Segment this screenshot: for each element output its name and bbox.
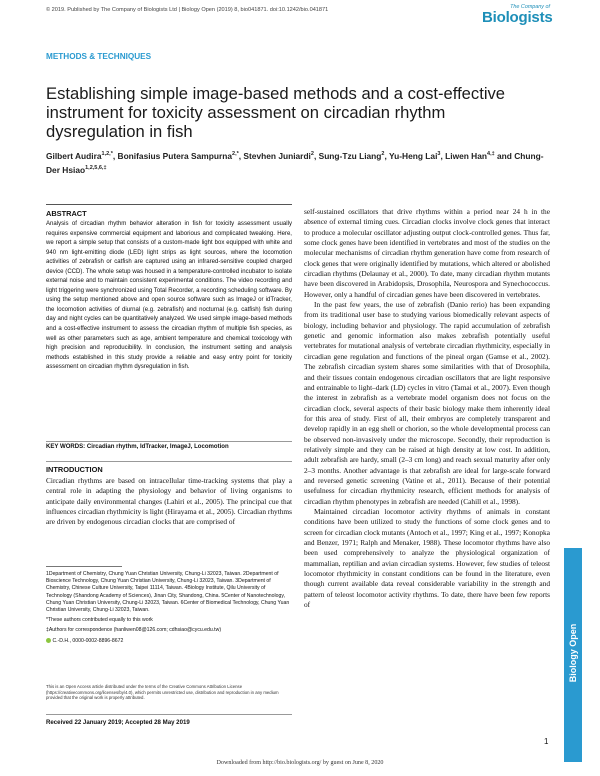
author-name: Stevhen Juniardi$^2$ (243, 150, 314, 161)
abstract-divider (46, 204, 292, 205)
paragraph: self-sustained oscillators that drive rhythms within a period near 24 h in the absence of external timing cues. Circadian clocks involve clock genes that interact to produce a molecular oscillator adjusting output clock-controlled genes. Thus far, some clock genes have been identified in vertebrates and most of the studies on the molecular mechanisms of circadian rhythm generation have come from research of clock genes that were originally identified by mutations, which altered or abolished circadian rhythms (Delaunay et al., 2000). To date, many circadian rhythm mutants have been discovered in Arabidopsis, Drosophila, Neurospora and Synechococcus. However, only a handful of circadian genes have been discovered in vertebrates. (304, 207, 550, 299)
author-name: Bonifasius Putera Sampurna$^{2,*}$ (117, 150, 239, 161)
section-label: METHODS & TECHNIQUES (46, 52, 152, 61)
keywords-divider (46, 441, 292, 442)
orcid-line[interactable] (46, 638, 292, 645)
affiliations: 1Department of Chemistry, Chung Yuan Christian University, Chung-Li 32023, Taiwan. 2Department of Bioscience Technology, Chung Yuan Christian University, Chung-Li 32023, Taiwan. 3Department of Chemistry, Chinese Culture University, Taipei 11114, Taiwan. 4Biology Institute, Qilu University of Technology (Shandong Academy of Sciences), Jinan City, Shandong, China. 5Center of Nanotechnology, Chung Yuan Christian University, Chung-Li 32023, Taiwan. 6Center of Biomedical Technology, Chung Yuan Christian University, Chung-Li 32023, Taiwan. (46, 571, 290, 614)
author-affiliation-marker: 2,* (232, 151, 239, 157)
author-affiliation-marker: 1,2,5,6,‡ (85, 164, 107, 171)
author-affiliation-marker: 2 (310, 151, 314, 157)
author-name: Liwen Han$^{4,\ddagger}$ (445, 150, 495, 161)
author-affiliation-marker: 3 (437, 151, 441, 157)
correspondence-note[interactable]: ‡Authors for correspondence (hanliwen08@126.com; cdhsiao@cycu.edu.tw) (46, 627, 222, 634)
abstract-text: Analysis of circadian rhythm behavior alteration in fish for toxicity assessment usually requires expensive commercial equipment and laborious and complicated tweaking. Here, we report a simple setup that consists of a custom-made light box equipped with white and 940 nm light-emitting diode (LED) light strips as light sources, where the locomotion activities of zebrafish or catfish are captured using an infrared-sensitive coupled charged device (CCD). The whole setup was housed in a temperature-controlled incubator to isolate external noise and to maintain consistent experimental conditions. The video recording and light triggering were synchronized using Total Recorder, a recording scheduling software. By using the setup mentioned above and open source software such as ImageJ or idTracker, the locomotion activities of diurnal (e.g. zebrafish) and nocturnal (e.g. catfish) fish during day and night cycles can be quantitatively analyzed. We used simple image-based methods and a cost-effective instrument to assess the circadian rhythm of multiple fish species, as well as other parameters such as age, ambient temperature and chemical toxicology with high precision and reproducibility. In conclusion, the instrument setting and analysis methods established in this study provide a reliable and easy entry point for toxicity assessment on circadian rhythm dysregulation in fish. (46, 221, 292, 371)
page-number: 1 (544, 737, 549, 746)
author-name: Yu-Heng Lai$^3$ (389, 150, 441, 161)
logo-main-text: Biologists (482, 9, 553, 26)
equal-contribution-note: *These authors contributed equally to this work (46, 617, 153, 624)
author-name: Gilbert Audira$^{1,2,*}$ (46, 150, 113, 161)
keywords-label: KEY WORDS: (46, 444, 86, 450)
received-dates: Received 22 January 2019; Accepted 28 May 2019 (46, 714, 292, 726)
author-affiliation-marker: 4,‡ (487, 151, 495, 157)
keywords (46, 444, 292, 450)
intro-divider (46, 461, 292, 462)
download-notice[interactable]: Downloaded from http://bio.biologists.org/ by guest on June 8, 2020 (216, 760, 384, 766)
right-column-text (304, 207, 550, 610)
article-title: Establishing simple image-based methods and a cost-effective instrument for toxicity assessment on circadian rhythm dysregulation in fish (46, 84, 506, 141)
logo-top-text: The Company of (510, 4, 550, 10)
license-note: This is an Open Access article distributed under the terms of the Creative Commons Attribution License (https://creativecommons.org/licenses/by/4.0), which permits unrestricted use, distribution and reproduction in any medium provided that the original work is properly attributed. (46, 684, 279, 701)
author-list: Gilbert Audira$^{1,2,*}$, Bonifasius Putera Sampurna$^{2,*}$, Stevhen Juniardi$^2$, Sung-Tzu Liang$^2$, Yu-Heng Lai$^3$, Liwen Han$^{4,\ddagger}$ and Chung-Der Hsiao$^{1,2,5,6,\ddagger}$ (46, 150, 544, 175)
keywords-text: Circadian rhythm, IdTracker, ImageJ, Locomotion (86, 444, 229, 450)
paragraph: In the past few years, the use of zebrafish (Danio rerio) has been expanding from its traditional user base to studying various biomedically relevant aspects of biology, including behavior and physiology. The rapid accumulation of zebrafish genetic and genomic information also makes zebrafish potentially useful vertebrates for mutational analysis of vertebrate circadian rhythmicity, especially in circadian gene regulation and functions of the pineal organ (Gamse et al., 2002). The zebrafish circadian system shares some similarities with that of Drosophila, and their tissues contain endogenous circadian oscillators that are light responsive and entrainable to light–dark (LD) cycles in vitro (Tamai et al., 2007). Even though the interest in zebrafish as a vertebrate model organism does not focus on the circadian clock, several aspects of their basic biology make them inherently ideal for this area of study. First of all, their embryos are completely transparent and develop rapidly in an egg shell or chorion, so the whole developmental process can be observed non-invasively under the microscope. Secondly, their reproduction is relatively simple and they can be raised at high density at low cost. In addition, adult zebrafish are hardy, small (2–3 cm long) and reach sexual maturity after only 2–3 months. Another advantage is that zebrafish are ideal for large-scale forward and reversed genetic screening (Vatine et al., 2011). Because of their potential usefulness for circadian rhythmicity research, efficient methods for analysis of circadian rhythm phenotypes in zebrafish are needed (Cahill et al., 1998). (304, 300, 550, 506)
paragraph: Maintained circadian locomotor activity rhythms of animals in constant conditions have been utilized to study the functions of some clock genes and to screen for circadian clock mutants (Antoch et al., 1997; King et al., 1997; Konopka and Benzer, 1971; Ralph and Menaker, 1988). These locomotor rhythms have also been used comprehensively to analyze the physiological organization of mammalian, reptilian and avian circadian systems. However, few studies of teleost locomotor rhythmicity in constant conditions can be found in the literature, even though current available data reveal considerable variability in the strength and pattern of teleost locomotor activity rhythms. To date, there have been few reports of (304, 506, 550, 610)
introduction-heading: INTRODUCTION (46, 465, 103, 474)
publisher-logo[interactable] (482, 4, 553, 32)
author-affiliation-marker: 1,2,* (101, 151, 113, 157)
journal-side-tab-label: Biology Open (568, 623, 578, 683)
footnotes (46, 571, 292, 648)
introduction-text: Circadian rhythms are based on intracellular time-tracking systems that play a central role in adapting the physiology and behavior of living organisms to anticipate daily environmental changes (Lahiri et al., 2005). The principal cue that influences circadian rhythmicity is light (Hirayama et al., 2005). Circadian rhythms are driven by endogenous circadian clocks that are comprised of (46, 476, 292, 527)
journal-citation-line: © 2019. Published by The Company of Biologists Ltd | Biology Open (2019) 8, bio041871. doi:10.1242/bio.041871 (46, 7, 329, 13)
author-affiliation-marker: 2 (381, 151, 385, 157)
footnote-divider (46, 566, 122, 567)
author-name: Chung-Der Hsiao$^{1,2,5,6,\ddagger}$ (46, 150, 544, 175)
orcid-icon (46, 638, 51, 643)
orcid-text: C.-D.H., 0000-0002-8896-8672 (52, 637, 124, 644)
abstract-heading: ABSTRACT (46, 209, 87, 218)
author-name: Sung-Tzu Liang$^2$ (318, 150, 385, 161)
